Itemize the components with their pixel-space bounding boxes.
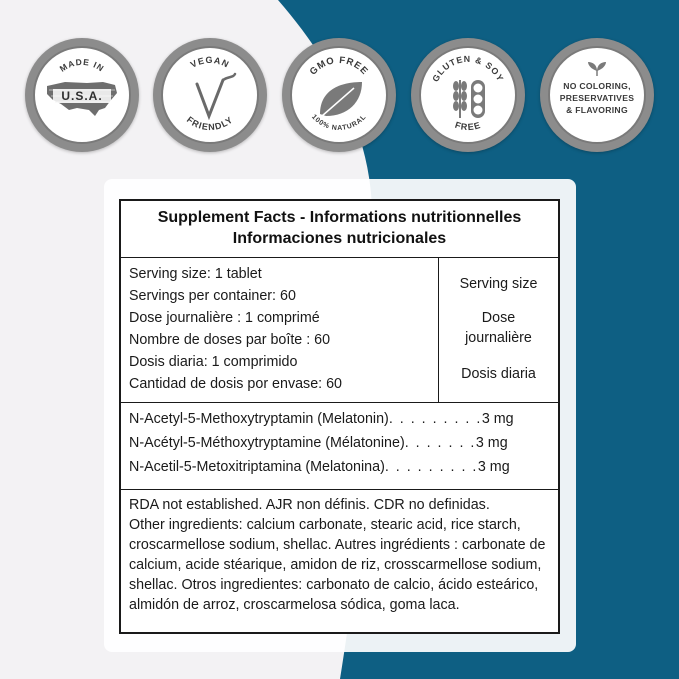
ingredient-name: N-Acetyl-5-Methoxytryptamin (Melatonin) [129, 411, 389, 427]
serving-size-header: Serving size [459, 276, 538, 292]
notes-line: almidón de arroz, croscarmelosa sódica, goma laca. [129, 597, 460, 613]
svg-text:GLUTEN & SOY [430, 54, 506, 83]
dose-journaliere-header [439, 308, 558, 348]
wheat-soy-icon [453, 80, 485, 118]
notes-line: croscarmellose sodium, shellac. Autres ingrédients : carbonate de [129, 537, 546, 553]
ingredient-row [129, 407, 558, 431]
badge-friendly-text: FRIENDLY [184, 114, 236, 133]
v-leaf-icon [197, 74, 235, 116]
ingredients-section [121, 403, 558, 490]
notes-line: RDA not established. AJR non définis. CDR no definidas. [129, 497, 490, 513]
badge-free-text: FREE [453, 119, 483, 133]
vegan-friendly-badge [153, 38, 267, 152]
facts-title-line1: Supplement Facts - Informations nutritionnelles [157, 209, 522, 226]
supplement-facts-panel [119, 199, 560, 634]
ingredient-row [129, 431, 558, 455]
ingredient-amount: 3 mg [475, 435, 508, 451]
serving-column-headers [439, 258, 558, 402]
svg-text:100% NATURAL [310, 113, 368, 132]
svg-text:GMO FREE [308, 55, 371, 78]
gluten-soy-free-badge [411, 38, 525, 152]
svg-text:MADE IN [58, 57, 107, 74]
svg-text:VEGAN [189, 55, 231, 70]
dosis-diaria-header: Dosis diaria [461, 366, 536, 382]
ingredient-name: N-Acetil-5-Metoxitriptamina (Melatonina) [129, 459, 385, 475]
badge-usa-text: U.S.A. [61, 89, 103, 103]
serving-line: Cantidad de dosis por envase: 60 [129, 376, 343, 392]
made-in-usa-badge [25, 38, 139, 152]
leaf-icon [320, 82, 362, 116]
serving-line: Servings per container: 60 [129, 288, 296, 304]
serving-line: Serving size: 1 tablet [129, 266, 262, 282]
ingredient-name: N-Acétyl-5-Méthoxytryptamine (Mélatonine) [129, 435, 405, 451]
notes-line: shellac. Otros ingredientes: carbonato de calcio, ácido esteárico, [129, 577, 539, 593]
badge-gluten-soy-text: GLUTEN & SOY [430, 53, 506, 84]
badge-natural-text: 100% NATURAL [310, 113, 368, 133]
dose-header-line2: journalière [465, 330, 532, 346]
gmo-free-badge [282, 38, 396, 152]
no-coloring-badge [540, 38, 654, 152]
ingredient-row [129, 455, 558, 479]
ingredient-dots: . . . . . . . . . [384, 459, 478, 475]
badge-no-coloring-line2: PRESERVATIVES [559, 93, 635, 103]
ingredient-amount: 3 mg [481, 411, 514, 427]
notes-line: Other ingredients: calcium carbonate, stearic acid, rice starch, [129, 517, 521, 533]
notes-section [121, 490, 558, 615]
badge-made-in-text: MADE IN [57, 56, 107, 74]
facts-title-line2: Informaciones nutricionales [232, 230, 447, 247]
serving-info [121, 258, 439, 402]
ingredient-amount: 3 mg [477, 459, 510, 475]
badge-no-coloring-line1: NO COLORING, [563, 81, 631, 91]
facts-title [121, 201, 558, 258]
dose-header-line1: Dose [481, 310, 516, 326]
badge-vegan-text: VEGAN [188, 54, 232, 70]
serving-line: Dosis diaria: 1 comprimido [129, 354, 298, 370]
serving-section [121, 258, 558, 403]
ingredient-dots: . . . . . . . . . [388, 411, 482, 427]
svg-text:FREE [454, 120, 483, 132]
serving-line: Dose journalière : 1 comprimé [129, 310, 320, 326]
badge-gmo-free-text: GMO FREE [307, 54, 371, 78]
serving-line: Nombre de doses par boîte : 60 [129, 332, 331, 348]
badge-no-coloring-line3: & FLAVORING [566, 105, 628, 115]
notes-line: calcium, acide stéarique, amidon de riz, crosscarmellose sodium, [129, 557, 542, 573]
ingredient-dots: . . . . . . . [404, 435, 476, 451]
